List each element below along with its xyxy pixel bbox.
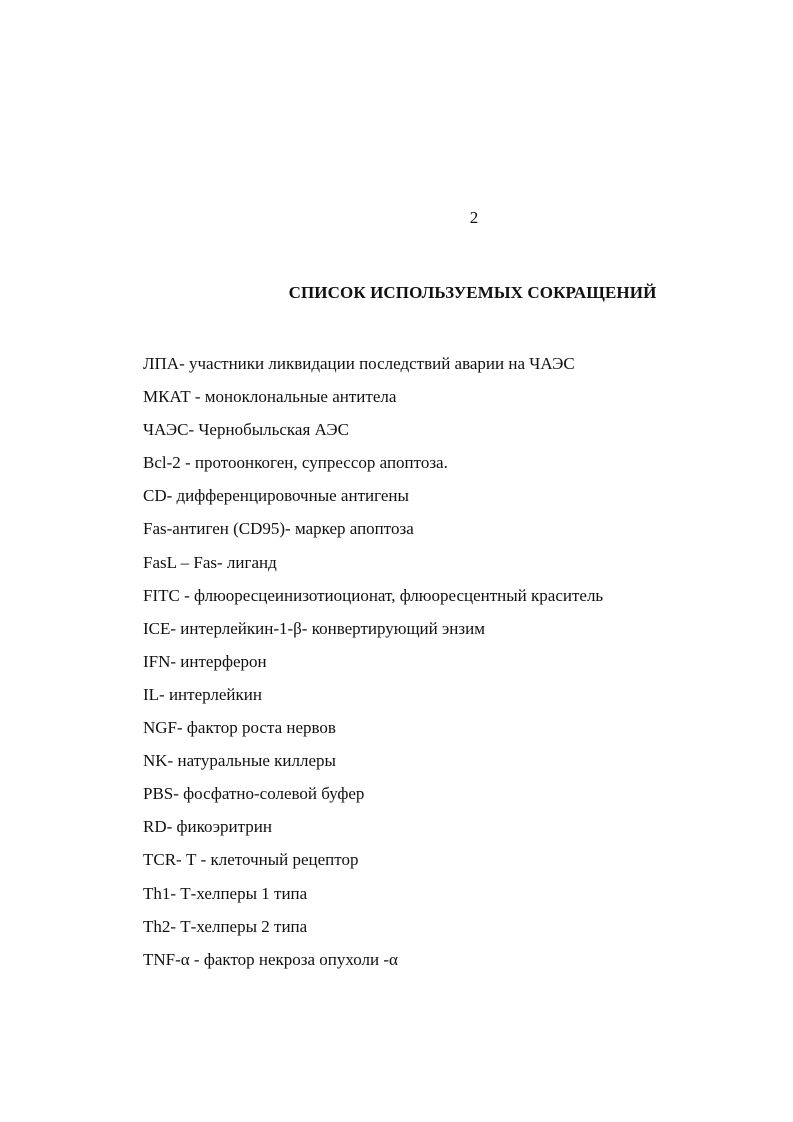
abbreviation-item: FasL – Fas- лиганд [143, 552, 277, 572]
page-title: СПИСОК ИСПОЛЬЗУЕМЫХ СОКРАЩЕНИЙ [288, 283, 657, 302]
abbreviation-item: Bcl-2 - протоонкоген, супрессор апоптоза. [143, 453, 448, 473]
abbreviation-list [143, 352, 763, 981]
abbreviation-item: FITC - флюоресцеинизотиоционат, флюоресцентный краситель [143, 585, 604, 605]
abbreviation-item: NK- натуральные киллеры [143, 751, 336, 771]
page-number: 2 [469, 208, 479, 227]
abbreviation-item: Th2- Т-хелперы 2 типа [143, 916, 308, 936]
abbreviation-item: ЛПА- участники ликвидации последствий аварии на ЧАЭС [143, 354, 575, 373]
abbreviation-item: МКАТ - моноклональные антитела [143, 387, 397, 407]
abbreviation-item: Th1- Т-хелперы 1 типа [143, 883, 308, 903]
abbreviation-item: IL- интерлейкин [143, 684, 262, 704]
abbreviation-item: RD- фикоэритрин [143, 817, 272, 837]
abbreviation-item: TNF-α - фактор некроза опухоли -α [143, 949, 398, 969]
abbreviation-item: ICE- интерлейкин-1-β- конвертирующий энзим [143, 618, 485, 638]
abbreviation-item: ЧАЭС- Чернобыльская АЭС [143, 420, 349, 440]
abbreviation-item: TCR- Т - клеточный рецептор [143, 850, 359, 870]
abbreviation-item: CD- дифференцировочные антигены [143, 486, 409, 506]
abbreviation-item: NGF- фактор роста нервов [143, 718, 336, 738]
abbreviation-item: Fas-антиген (CD95)- маркер апоптоза [143, 519, 414, 539]
abbreviation-item: PBS- фосфатно-солевой буфер [143, 784, 365, 804]
abbreviation-item: IFN- интерферон [143, 651, 267, 671]
